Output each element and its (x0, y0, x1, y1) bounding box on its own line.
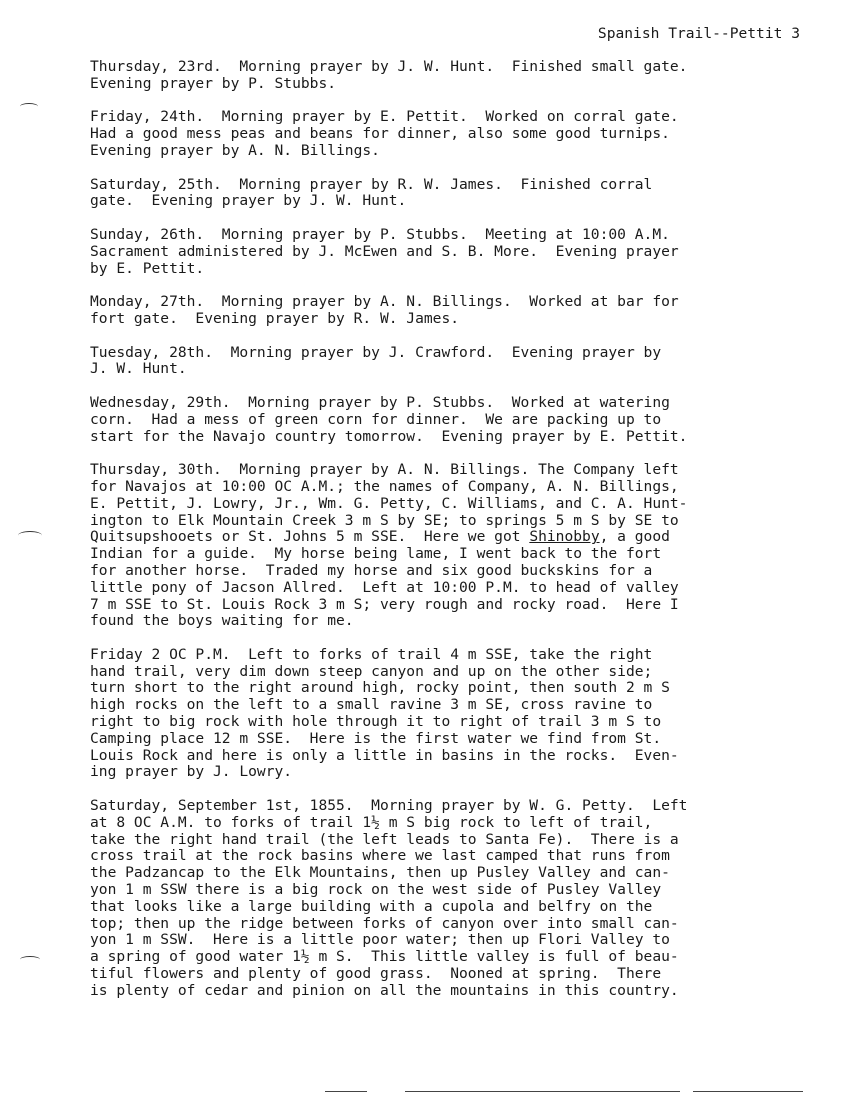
entry-line: Friday 2 OC P.M. Left to forks of trail 4 m SSE, take the right (90, 645, 653, 663)
entry-line: ington to Elk Mountain Creek 3 m S by SE; to springs 5 m S by SE to (90, 511, 679, 529)
journal-entry (90, 177, 810, 211)
scan-artifact-line (405, 1091, 680, 1092)
entry-line: that looks like a large building with a cupola and belfry on the (90, 897, 653, 915)
page-header: Spanish Trail--Pettit 3 (597, 25, 800, 42)
entry-line: Tuesday, 28th. Morning prayer by J. Crawford. Evening prayer by (90, 343, 662, 361)
entry-line: found the boys waiting for me. (90, 612, 354, 630)
entry-line: Thursday, 23rd. Morning prayer by J. W. Hunt. Finished small gate. (90, 58, 688, 75)
journal-entry (90, 395, 810, 445)
margin-mark (20, 103, 38, 110)
entry-line: high rocks on the left to a small ravine 3 m SE, cross ravine to (90, 696, 653, 714)
entry-line: Saturday, 25th. Morning prayer by R. W. James. Finished corral (90, 175, 653, 193)
entry-line: fort gate. Evening prayer by R. W. James. (90, 309, 460, 327)
scan-artifact-line (325, 1091, 367, 1092)
entry-line: tiful flowers and plenty of good grass. Nooned at spring. There (90, 965, 662, 983)
entry-line: ing prayer by J. Lowry. (90, 763, 293, 781)
entry-line: take the right hand trail (the left leads to Santa Fe). There is a (90, 830, 679, 848)
entry-line: for another horse. Traded my horse and six good buckskins for a (90, 561, 653, 579)
journal-entry (90, 647, 810, 781)
entry-line: Wednesday, 29th. Morning prayer by P. Stubbs. Worked at watering (90, 393, 670, 411)
journal-entry (90, 59, 810, 93)
entry-line: Thursday, 30th. Morning prayer by A. N. Billings. The Company left (90, 461, 679, 479)
entry-line: top; then up the ridge between forks of canyon over into small can- (90, 914, 679, 932)
underlined-name: Shinobby (529, 528, 600, 546)
entry-line: Monday, 27th. Morning prayer by A. N. Billings. Worked at bar for (90, 293, 679, 311)
entry-line: gate. Evening prayer by J. W. Hunt. (90, 192, 407, 210)
entry-line: a spring of good water 1½ m S. This little valley is full of beau- (90, 948, 679, 966)
margin-mark (20, 956, 40, 963)
journal-entry (90, 462, 810, 630)
journal-entry (90, 345, 810, 379)
entry-line: Louis Rock and here is only a little in basins in the rocks. Even- (90, 746, 679, 764)
entry-line: Indian for a guide. My horse being lame, I went back to the fort (90, 545, 662, 563)
journal-entry (90, 109, 810, 159)
entry-line: for Navajos at 10:00 OC A.M.; the names of Company, A. N. Billings, (90, 477, 679, 495)
entry-line: Sacrament administered by J. McEwen and S. B. More. Evening prayer (90, 242, 679, 260)
entry-line: little pony of Jacson Allred. Left at 10:00 P.M. to head of valley (90, 578, 679, 596)
document-body (90, 59, 810, 1016)
entry-line: at 8 OC A.M. to forks of trail 1½ m S big rock to left of trail, (90, 813, 653, 831)
entry-line: cross trail at the rock basins where we last camped that runs from (90, 847, 670, 865)
scan-artifact-line (693, 1091, 803, 1092)
journal-entry (90, 227, 810, 277)
entry-line: the Padzancap to the Elk Mountains, then up Pusley Valley and can- (90, 864, 670, 882)
entry-line: by E. Pettit. (90, 259, 205, 277)
entry-line: E. Pettit, J. Lowry, Jr., Wm. G. Petty, C. Williams, and C. A. Hunt- (90, 494, 688, 512)
entry-line: Evening prayer by P. Stubbs. (90, 74, 337, 92)
entry-line: Evening prayer by A. N. Billings. (90, 141, 380, 159)
entry-line: Camping place 12 m SSE. Here is the first water we find from St. (90, 729, 662, 747)
entry-line: Had a good mess peas and beans for dinner, also some good turnips. (90, 125, 670, 143)
journal-entry (90, 294, 810, 328)
entry-line: hand trail, very dim down steep canyon and up on the other side; (90, 662, 653, 680)
entry-line: J. W. Hunt. (90, 360, 187, 378)
entry-line: turn short to the right around high, rocky point, then south 2 m S (90, 679, 670, 697)
entry-line: Sunday, 26th. Morning prayer by P. Stubbs. Meeting at 10:00 A.M. (90, 225, 670, 243)
entry-line: 7 m SSE to St. Louis Rock 3 m S; very rough and rocky road. Here I (90, 595, 679, 613)
entry-line: Quitsupshooets or St. Johns 5 m SSE. Here we got Shinobby, a good (90, 528, 670, 546)
entry-line: yon 1 m SSW there is a big rock on the west side of Pusley Valley (90, 881, 662, 899)
entry-line: start for the Navajo country tomorrow. Evening prayer by E. Pettit. (90, 427, 688, 445)
entry-line: is plenty of cedar and pinion on all the mountains in this country. (90, 981, 679, 999)
entry-line: yon 1 m SSW. Here is a little poor water; then up Flori Valley to (90, 931, 670, 949)
entry-line: Friday, 24th. Morning prayer by E. Pettit. Worked on corral gate. (90, 108, 679, 126)
entry-line: Saturday, September 1st, 1855. Morning prayer by W. G. Petty. Left (90, 797, 688, 815)
margin-mark (18, 531, 42, 540)
journal-entry (90, 798, 810, 1000)
entry-line: corn. Had a mess of green corn for dinner. We are packing up to (90, 410, 662, 428)
entry-line: right to big rock with hole through it to right of trail 3 m S to (90, 713, 662, 731)
